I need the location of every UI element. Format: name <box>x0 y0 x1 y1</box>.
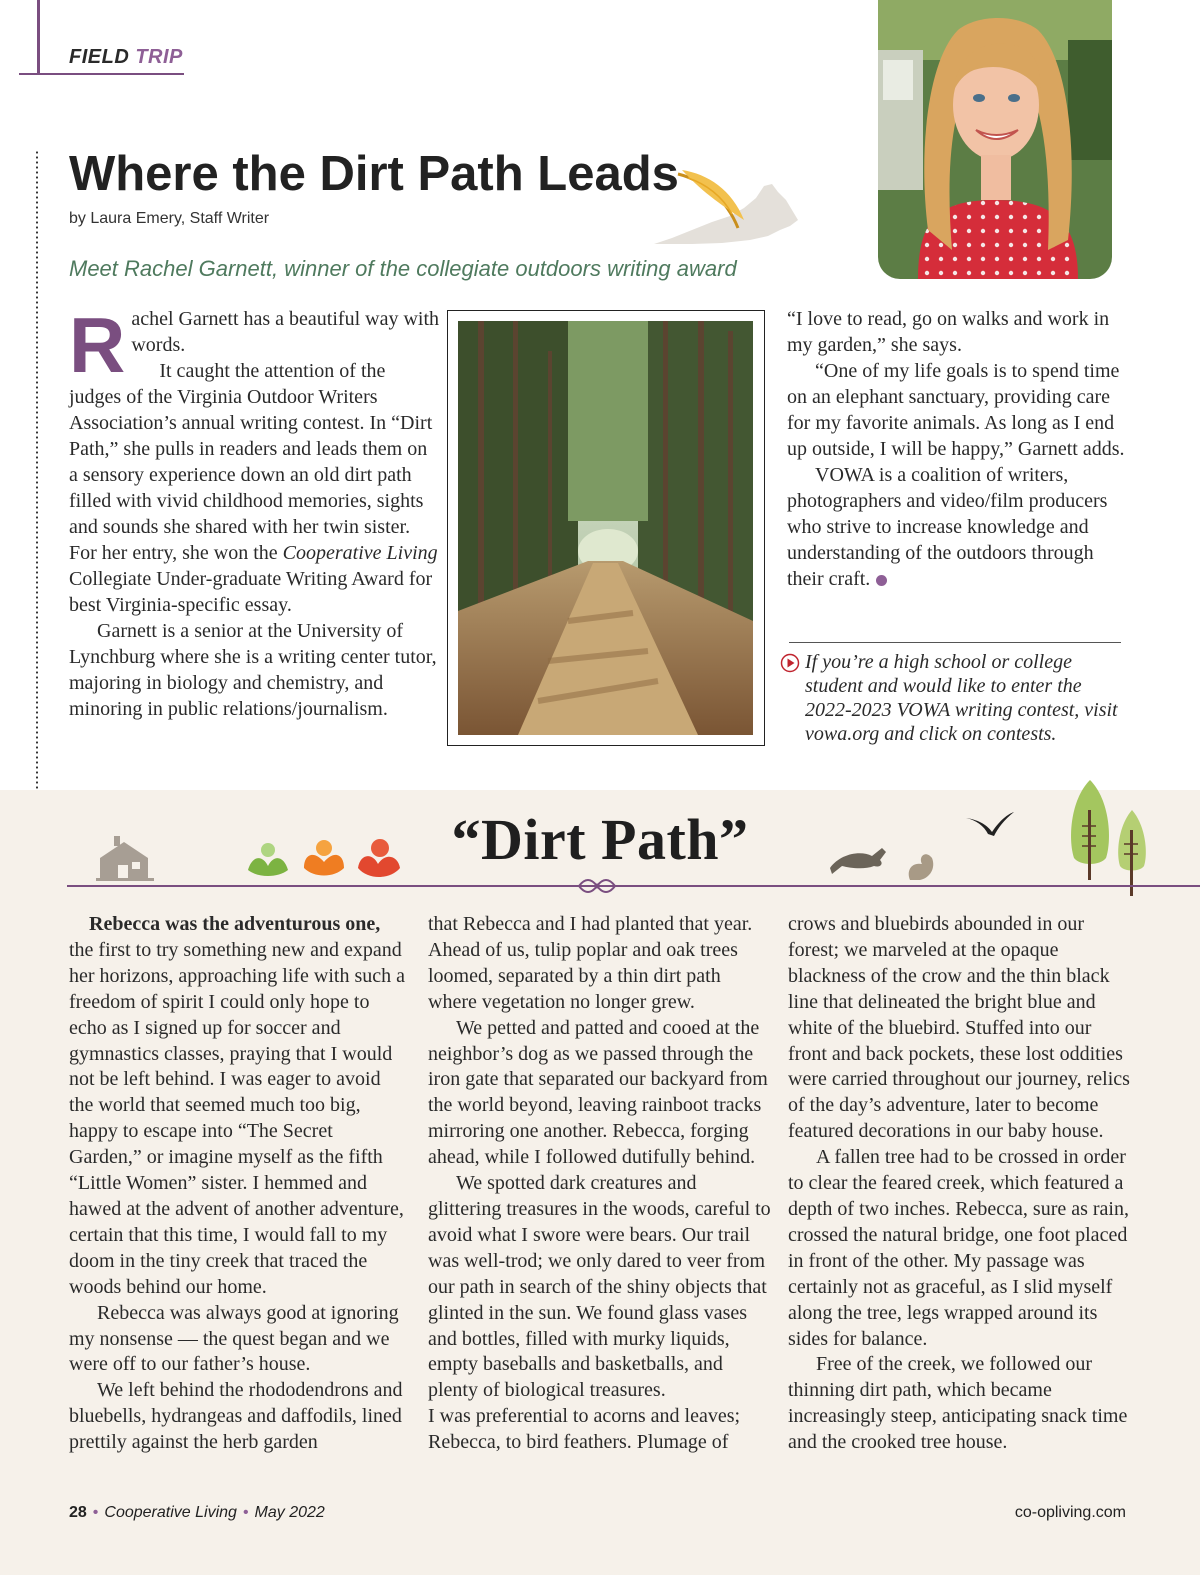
story-lead: Rebecca was the adventurous one, <box>89 913 381 935</box>
issue-date: May 2022 <box>254 1504 325 1521</box>
story-paragraph-8: crows and bluebirds abounded in our forest; we marveled at the opaque blackness of the crow and the thin black line that delineated the bright blue and white of the bluebird. Stuffed into our front and back pockets, these lost oddities were carried throughout our journey, relics of the day’s adventure, later to become featured decorations in our baby house. <box>788 913 1130 1143</box>
contest-text: It caught the attention of the judges of the Virginia Outdoor Writers Association’s annual writing contest. In “Dirt Path,” she pulls in readers and leads them on a sensory experience down an old dirt path filled with vivid childhood memories, sights and sounds she shared with her twin sister. For her entry, she won the <box>69 360 433 564</box>
photo-frame <box>447 310 765 746</box>
story-title: “Dirt Path” <box>451 807 749 872</box>
page-footer <box>69 1504 325 1522</box>
section-label <box>69 46 183 69</box>
magazine-title: Cooperative Living <box>104 1504 237 1521</box>
story-paragraph-1 <box>69 912 409 1301</box>
virginia-quill-logo <box>652 164 800 248</box>
intro-paragraph <box>69 301 441 389</box>
author-portrait <box>878 0 1112 279</box>
story-column-1 <box>69 912 409 1456</box>
footer-bullet: • <box>242 1504 249 1521</box>
article-column-3 <box>787 306 1129 592</box>
promo-divider <box>789 642 1121 643</box>
story-paragraph-10: Free of the creek, we followed our thinning dirt path, which became increasingly steep, anticipating snack time and the crooked tree house. <box>788 1353 1128 1454</box>
end-mark-icon <box>876 575 887 586</box>
story-paragraph-6: We spotted dark creatures and glittering treasures in the woods, careful to avoid what I swore were bears. Our trail was well-trod; we only dared to veer from our path in search of the shiny objects that glinted in the sun. We found glass vases and bottles, filled with murky liquids, empty baseballs and basketballs, and plenty of biological treasures. <box>428 1172 771 1402</box>
paragraph-hobbies: “I love to read, go on walks and work in my garden,” she says. <box>787 308 1110 356</box>
story-paragraph-3: We left behind the rhododendrons and bluebells, hydrangeas and daffodils, lined prettily against the herb garden <box>69 1379 403 1454</box>
story-paragraph-2: Rebecca was always good at ignoring my nonsense — the quest began and we were off to our father’s house. <box>69 1301 399 1376</box>
headline-bold: Dirt Path Leads <box>319 147 679 201</box>
dirt-path-photo <box>458 321 753 735</box>
story-column-3 <box>788 912 1133 1456</box>
story-paragraph-7: I was preferential to acorns and leaves; Rebecca, to bird feathers. Plumage of <box>428 1405 741 1454</box>
story-paragraph-5: We petted and patted and cooed at the neighbor’s dog as we passed through the iron gate that separated our backyard from the world beyond, leaving rainboot tracks mirroring one another. Rebecca, forging ahead, while I followed dutifully behind. <box>428 1016 768 1169</box>
story-column-2 <box>428 912 771 1456</box>
section-label-word2: TRIP <box>135 46 183 68</box>
drop-cap: R <box>69 301 126 389</box>
website-link[interactable]: co-opliving.com <box>1014 1504 1126 1521</box>
magazine-name: Cooperative Living <box>282 542 438 564</box>
paragraph-goals: “One of my life goals is to spend time on an elephant sanctuary, providing care for my favorite animals. As long as I end up outside, I will be happy,” Garnett adds. <box>787 360 1125 460</box>
vowa-text: VOWA is a coalition of writers, photographers and video/film producers who strive to increase knowledge and understanding of the outdoors through their craft. <box>787 464 1108 590</box>
paragraph-contest <box>69 358 441 618</box>
play-circle-icon <box>780 653 800 673</box>
contest-text-end: Collegiate Under-graduate Writing Award for best Virginia-specific essay. <box>69 568 433 616</box>
story-p1-rest: the first to try something new and expand her horizons, approaching life with such a freedom of spirit I could only hope to echo as I signed up for soccer and gymnastics classes, praying that I would not be left behind. I was eager to avoid the world that seemed much too big, happy to escape into “The Secret Garden,” or imagine myself as the fifth “Little Women” sister. I hemmed and hawed at the advent of another adventure, certain that this time, I would fall to my doom in the tiny creek that traced the woods behind our home. <box>69 938 406 1298</box>
byline: by Laura Emery, Staff Writer <box>69 210 270 227</box>
intro-text: achel Garnett has a beautiful way with words. <box>131 308 439 356</box>
page-number: 28 <box>69 1504 87 1521</box>
section-label-word1: FIELD <box>69 46 130 68</box>
flourish-ornament-icon <box>545 876 649 896</box>
footer-bullet: • <box>92 1504 99 1521</box>
article-column-1 <box>69 301 441 722</box>
contest-promo: If you’re a high school or college student and would like to enter the 2022-2023 VOWA writing contest, visit vowa.org and click on contests. <box>805 651 1118 745</box>
story-paragraph-9: A fallen tree had to be crossed in order to clear the feared creek, which featured a depth of two inches. Rebecca, sure as rain, crossed the natural bridge, one foot placed in front of the other. My passage was certainly not as graceful, as I slid myself along the tree, legs wrapped around its sides for balance. <box>788 1146 1129 1350</box>
headline-light: Where the <box>69 147 320 201</box>
story-paragraph-4: that Rebecca and I had planted that year. Ahead of us, tulip poplar and oak trees loomed, separated by a thin dirt path where vegetation no longer grew. <box>428 913 753 1013</box>
section-rule-horizontal <box>19 73 184 75</box>
paragraph-vowa <box>787 462 1129 592</box>
paragraph-education: Garnett is a senior at the University of Lynchburg where she is a writing center tutor, majoring in biology and chemistry, and minoring in public relations/journalism. <box>69 620 437 720</box>
article-headline <box>69 146 679 202</box>
section-rule-vertical <box>37 0 40 75</box>
article-deck: Meet Rachel Garnett, winner of the collegiate outdoors writing award <box>69 256 737 281</box>
